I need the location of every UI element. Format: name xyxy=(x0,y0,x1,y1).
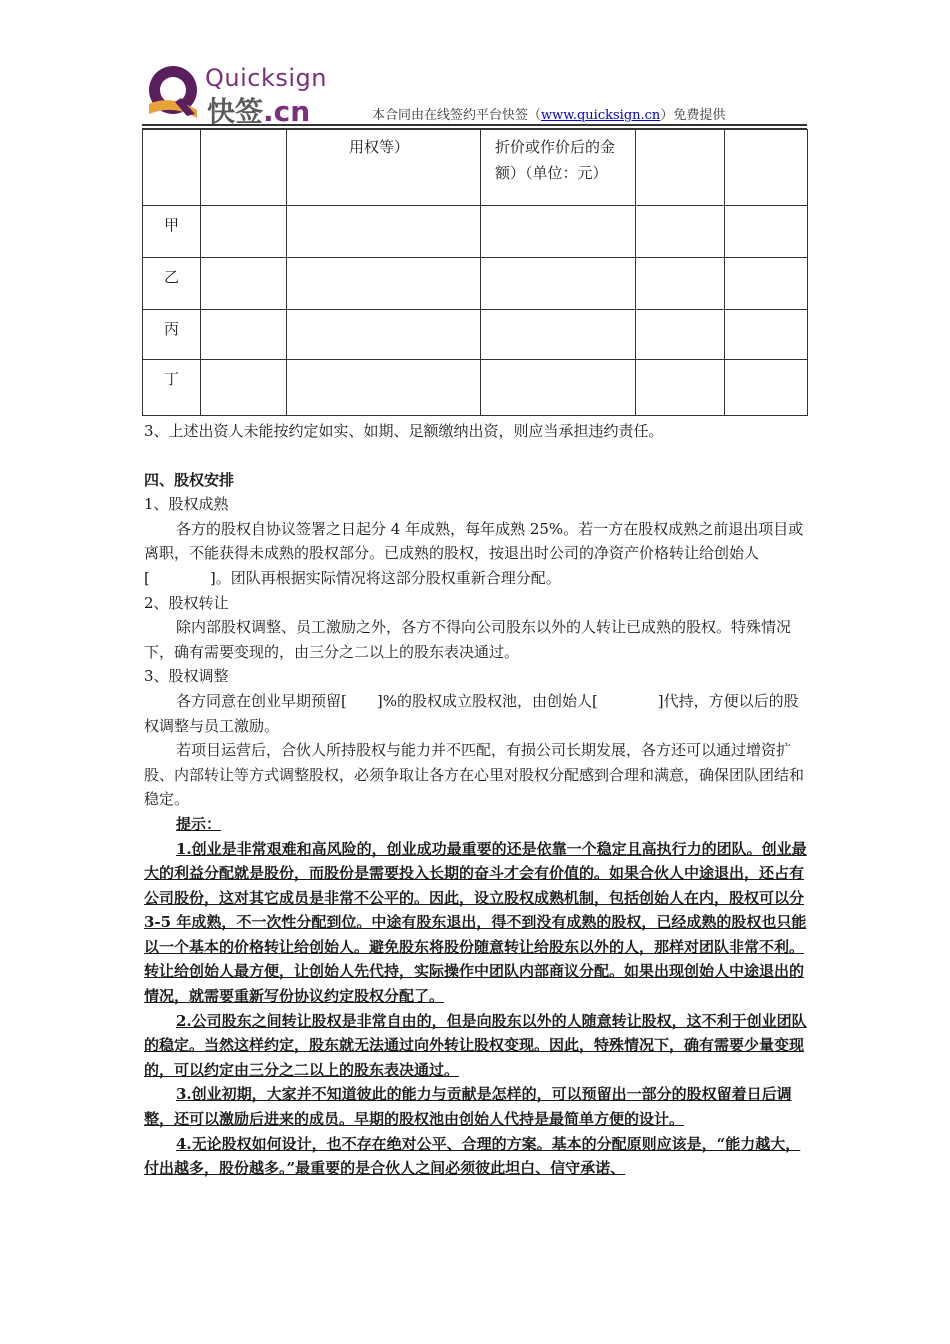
table-cell xyxy=(636,310,725,360)
row-label: 乙 xyxy=(143,258,201,310)
subsection-2-title: 2、股权转让 xyxy=(144,593,229,612)
subsection-1-body: 各方的股权自协议签署之日起分 4 年成熟，每年成熟 25%。若一方在股权成熟之前退出项目或离职，不能获得未成熟的股权部分。已成熟的股权，按退出时公司的净资产价格转让给创始人[ ]。团队再根据实际情况将这部分股权重新合理分配。 xyxy=(144,519,804,587)
clause-3: 3、上述出资人未能按约定如实、如期、足额缴纳出资，则应当承担违约责任。 xyxy=(144,422,664,440)
table-header-usage: 用权等） xyxy=(349,138,410,156)
table-cell xyxy=(481,258,636,310)
table-cell xyxy=(725,206,808,258)
table-cell xyxy=(636,206,725,258)
tip-1: 1.创业是非常艰难和高风险的，创业成功最重要的还是依靠一个稳定且高执行力的团队。创业最大的利益分配就是股份，而股份是需要投入长期的奋斗才会有价值的。如果合伙人中途退出，还占有公司股份，这对其它成员是非常不公平的。因此，设立股权成熟机制，包括创始人在内，股权可以分 3-5 年成熟，不一次性分配到位。中途有股东退出，得不到没有成熟的股权，已经成熟的股权也只能以一个基本的价格转让给创始人。避免股东将股份随意转让给股东以外的人，那样对团队非常不利。转让给创始人最方便，让创始人先代持，实际操作中团队内部商议分配。如果出现创始人中途退出的情况，就需要重新写份协议约定股权分配了。 xyxy=(144,839,807,1006)
table-cell xyxy=(201,310,287,360)
logo-text-en: Quicksign xyxy=(205,64,327,92)
table-cell xyxy=(481,130,636,206)
header-divider xyxy=(142,124,807,126)
table-row xyxy=(143,206,808,258)
table-cell xyxy=(636,130,725,206)
document-body xyxy=(144,419,808,1181)
table-cell xyxy=(201,130,287,206)
section-4-title: 四、股权安排 xyxy=(144,470,235,489)
table-cell xyxy=(725,130,808,206)
tip-4: 4.无论股权如何设计，也不存在绝对公平、合理的方案。基本的分配原则应该是，“能力越大，付出越多，股份越多。”最重要的是合伙人之间必须彼此坦白、信守承诺、 xyxy=(144,1134,801,1178)
table-header-amount: 折价或作价后的金额）（单位：元） xyxy=(495,138,616,182)
row-label: 甲 xyxy=(143,206,201,258)
table-cell xyxy=(636,360,725,416)
subsection-2-body: 除内部股权调整、员工激励之外，各方不得向公司股东以外的人转让已成熟的股权。特殊情况下，确有需要变现的，由三分之二以上的股东表决通过。 xyxy=(144,618,792,661)
contribution-table xyxy=(142,129,808,416)
subsection-3-body-2: 若项目运营后，合伙人所持股权与能力并不匹配，有损公司长期发展，各方还可以通过增资扩股、内部转让等方式调整股权，必须争取让各方在心里对股权分配感到合理和满意，确保团队团结和稳定。 xyxy=(144,741,805,809)
table-cell xyxy=(287,360,481,416)
row-label: 丙 xyxy=(143,310,201,360)
logo-text-cn: 快签.cn xyxy=(207,95,311,128)
table-cell xyxy=(201,360,287,416)
table-cell xyxy=(287,310,481,360)
table-cell xyxy=(287,206,481,258)
quicksign-logo-icon xyxy=(143,64,201,122)
table-cell xyxy=(201,206,287,258)
table-cell xyxy=(481,206,636,258)
table-cell xyxy=(201,258,287,310)
table-cell xyxy=(143,130,201,206)
table-cell xyxy=(481,360,636,416)
table-header-row xyxy=(143,130,808,206)
quicksign-logo xyxy=(143,62,348,128)
tip-3: 3.创业初期，大家并不知道彼此的能力与贡献是怎样的，可以预留出一部分的股权留着日后调整，还可以激励后进来的成员。早期的股权池由创始人代持是最简单方便的设计。 xyxy=(144,1085,792,1129)
header-note: 本合同由在线签约平台快签（www.quicksign.cn）免费提供 xyxy=(372,108,726,123)
quicksign-link[interactable]: www.quicksign.cn xyxy=(541,108,661,123)
table-row xyxy=(143,360,808,416)
table-row xyxy=(143,258,808,310)
table-cell xyxy=(287,130,481,206)
table-cell xyxy=(636,258,725,310)
table-row xyxy=(143,310,808,360)
row-label: 丁 xyxy=(143,360,201,416)
subsection-3-title: 3、股权调整 xyxy=(144,667,229,686)
spacer xyxy=(144,444,808,468)
tip-2: 2.公司股东之间转让股权是非常自由的，但是向股东以外的人随意转让股权，这不利于创业团队的稳定。当然这样约定，股东就无法通过向外转让股权变现。因此，特殊情况下，确有需要少量变现的，可以约定由三分之二以上的股东表决通过。 xyxy=(144,1011,807,1079)
table-cell xyxy=(287,258,481,310)
table-cell xyxy=(481,310,636,360)
table-cell xyxy=(725,360,808,416)
table-cell xyxy=(725,258,808,310)
table-cell xyxy=(725,310,808,360)
subsection-3-body-1: 各方同意在创业早期预留[ ]%的股权成立股权池，由创始人[ ]代持，方便以后的股权调整与员工激励。 xyxy=(144,691,799,735)
tips-label: 提示： xyxy=(176,814,222,833)
subsection-1-title: 1、股权成熟 xyxy=(144,495,229,514)
